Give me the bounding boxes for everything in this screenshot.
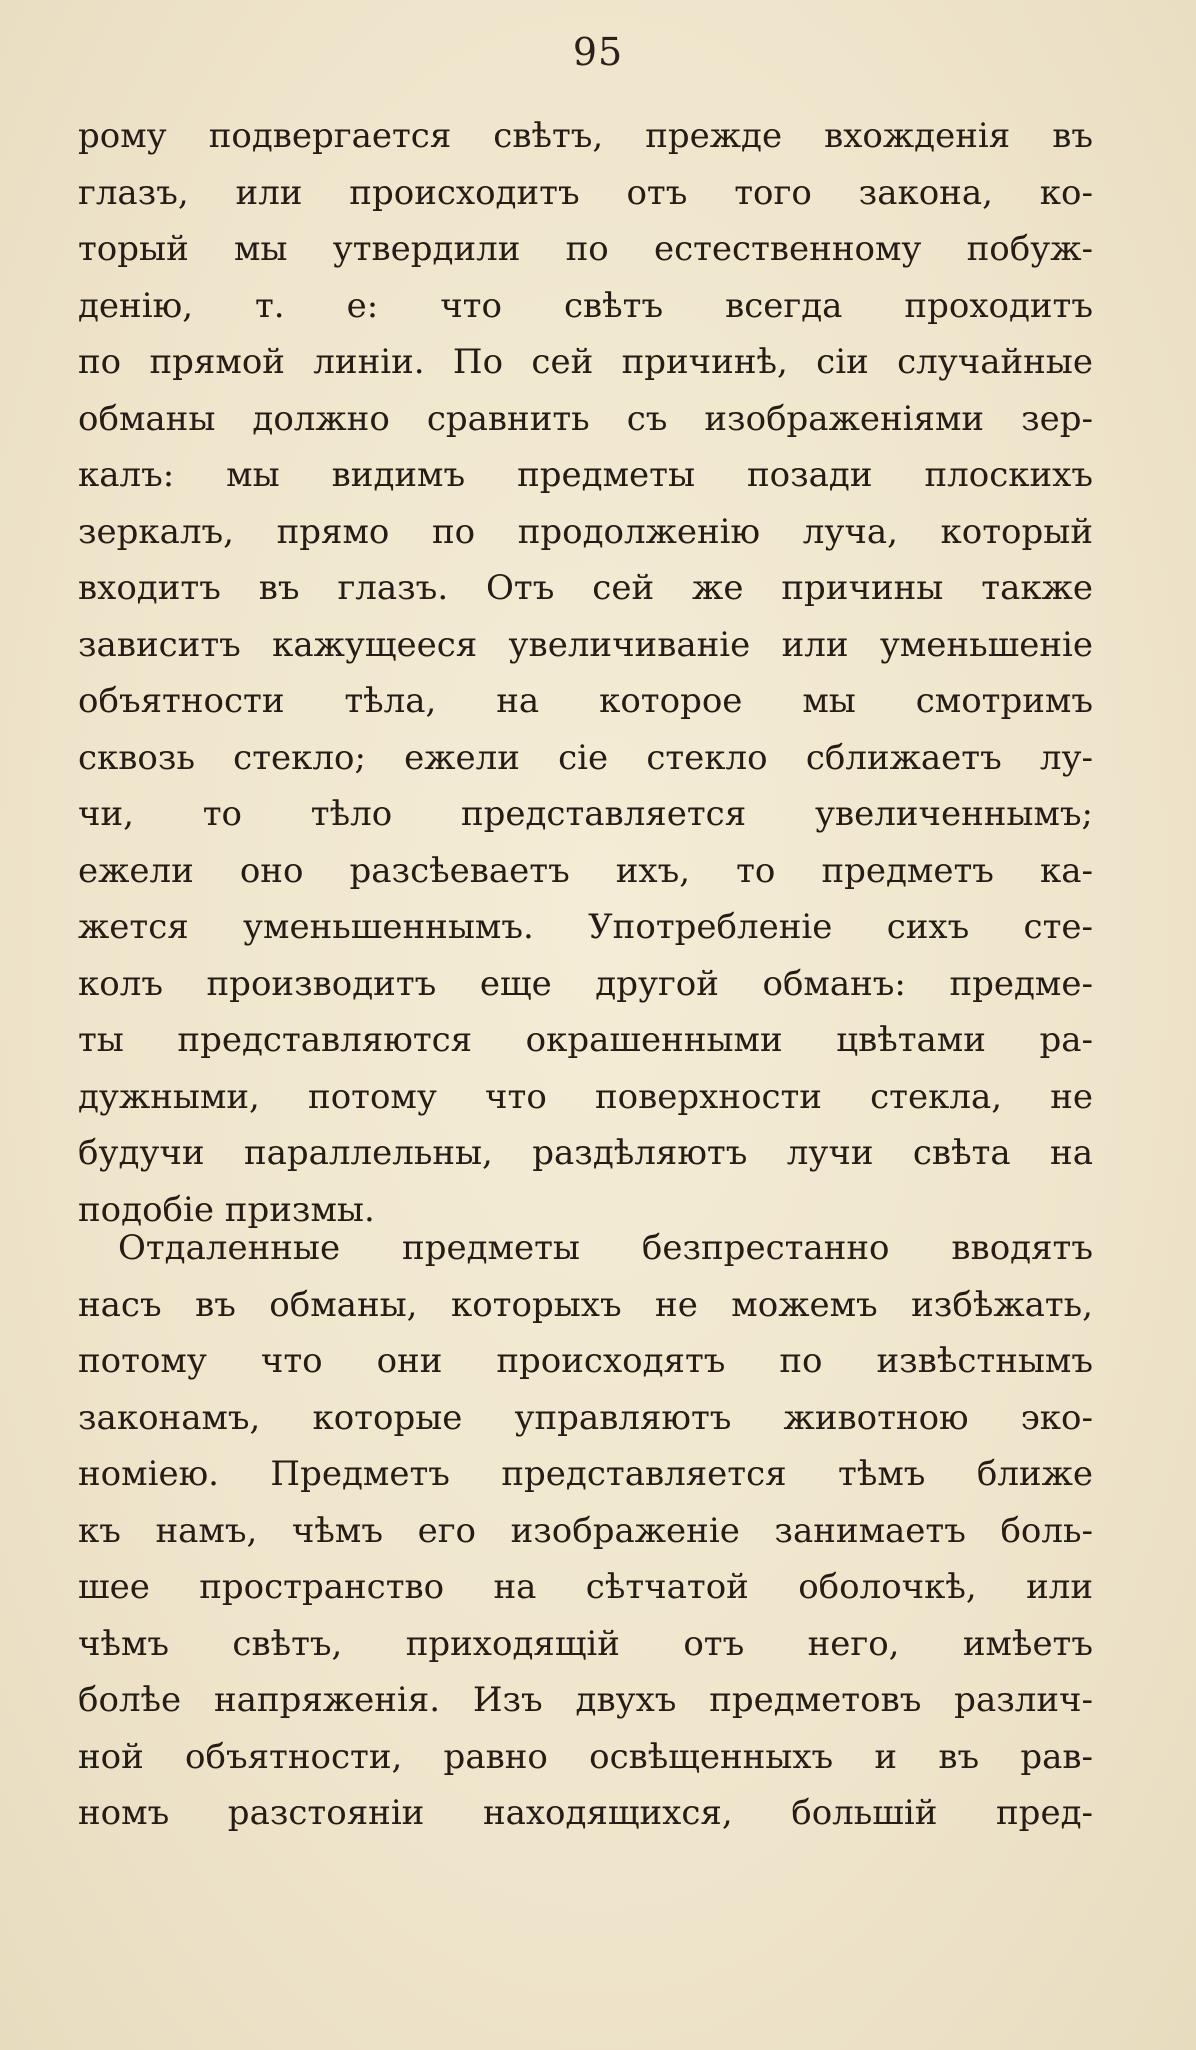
- text-line: зависитъ кажущееся увеличиванiе или уменьшенiе: [78, 624, 1093, 665]
- text-line: зеркалъ, прямо по продолженію луча, который: [78, 511, 1093, 552]
- paragraph-1: [78, 108, 1093, 1238]
- text-line: торый мы утвердили по естественному побуж-: [78, 229, 1093, 269]
- text-line: калъ: мы видимъ предметы позади плоскихъ: [78, 455, 1093, 495]
- text-line: колъ производитъ еще другой обманъ: предме-: [78, 963, 1093, 1004]
- text-line: дужными, потому что поверхности стекла, не: [78, 1076, 1093, 1117]
- text-line: чи, то тѣло представляется увеличеннымъ;: [78, 794, 1093, 834]
- text-line: жется уменьшеннымъ. Употребленiе сихъ сте-: [78, 907, 1093, 947]
- text-line: насъ въ обманы, которыхъ не можемъ избѣжать,: [78, 1284, 1093, 1325]
- text-line: къ намъ, чѣмъ его изображенiе занимаетъ боль-: [78, 1510, 1093, 1551]
- text-line: болѣе напряженія. Изъ двухъ предметовъ различ-: [78, 1680, 1093, 1720]
- text-line: будучи параллельны, раздѣляютъ лучи свѣта на: [78, 1133, 1093, 1173]
- text-line: входитъ въ глазъ. Отъ сей же причины также: [78, 568, 1093, 608]
- text-line: номiею. Предметъ представляется тѣмъ ближе: [78, 1454, 1093, 1494]
- text-line: ты представляются окрашенными цвѣтами ра-: [78, 1020, 1093, 1060]
- text-line: рому подвергается свѣтъ, прежде вхожденія въ: [78, 116, 1093, 156]
- text-line: обманы должно сравнить съ изображеніями зер-: [78, 398, 1093, 439]
- text-line: Отдаленные предметы безпрестанно вводятъ: [118, 1228, 1093, 1268]
- paragraph-2: [78, 1220, 1093, 1842]
- text-line: номъ разстояніи находящихся, большій пред-: [78, 1793, 1093, 1833]
- text-line: подобiе призмы.: [78, 1189, 375, 1230]
- page-number: 95: [572, 30, 624, 74]
- text-line: по прямой линіи. По сей причинѣ, сіи случайные: [78, 342, 1093, 382]
- text-line: сквозь стекло; ежели сіе стекло сближаетъ лу-: [78, 737, 1093, 778]
- text-line: чѣмъ свѣтъ, приходящій отъ него, имѣетъ: [78, 1623, 1093, 1664]
- text-line: законамъ, которые управляютъ животною эко-: [78, 1397, 1093, 1438]
- text-line: ежели оно разсѣеваетъ ихъ, то предметъ ка-: [78, 850, 1093, 891]
- text-line: денію, т. е: что свѣтъ всегда проходитъ: [78, 285, 1093, 326]
- text-line: ной объятности, равно освѣщенныхъ и въ рав-: [78, 1736, 1093, 1777]
- text-line: глазъ, или происходитъ отъ того закона, ко-: [78, 172, 1093, 213]
- text-line: шее пространство на сѣтчатой оболочкѣ, или: [78, 1567, 1093, 1607]
- text-line: объятности тѣла, на которое мы смотримъ: [78, 681, 1093, 721]
- text-line: потому что они происходятъ по извѣстнымъ: [78, 1341, 1093, 1381]
